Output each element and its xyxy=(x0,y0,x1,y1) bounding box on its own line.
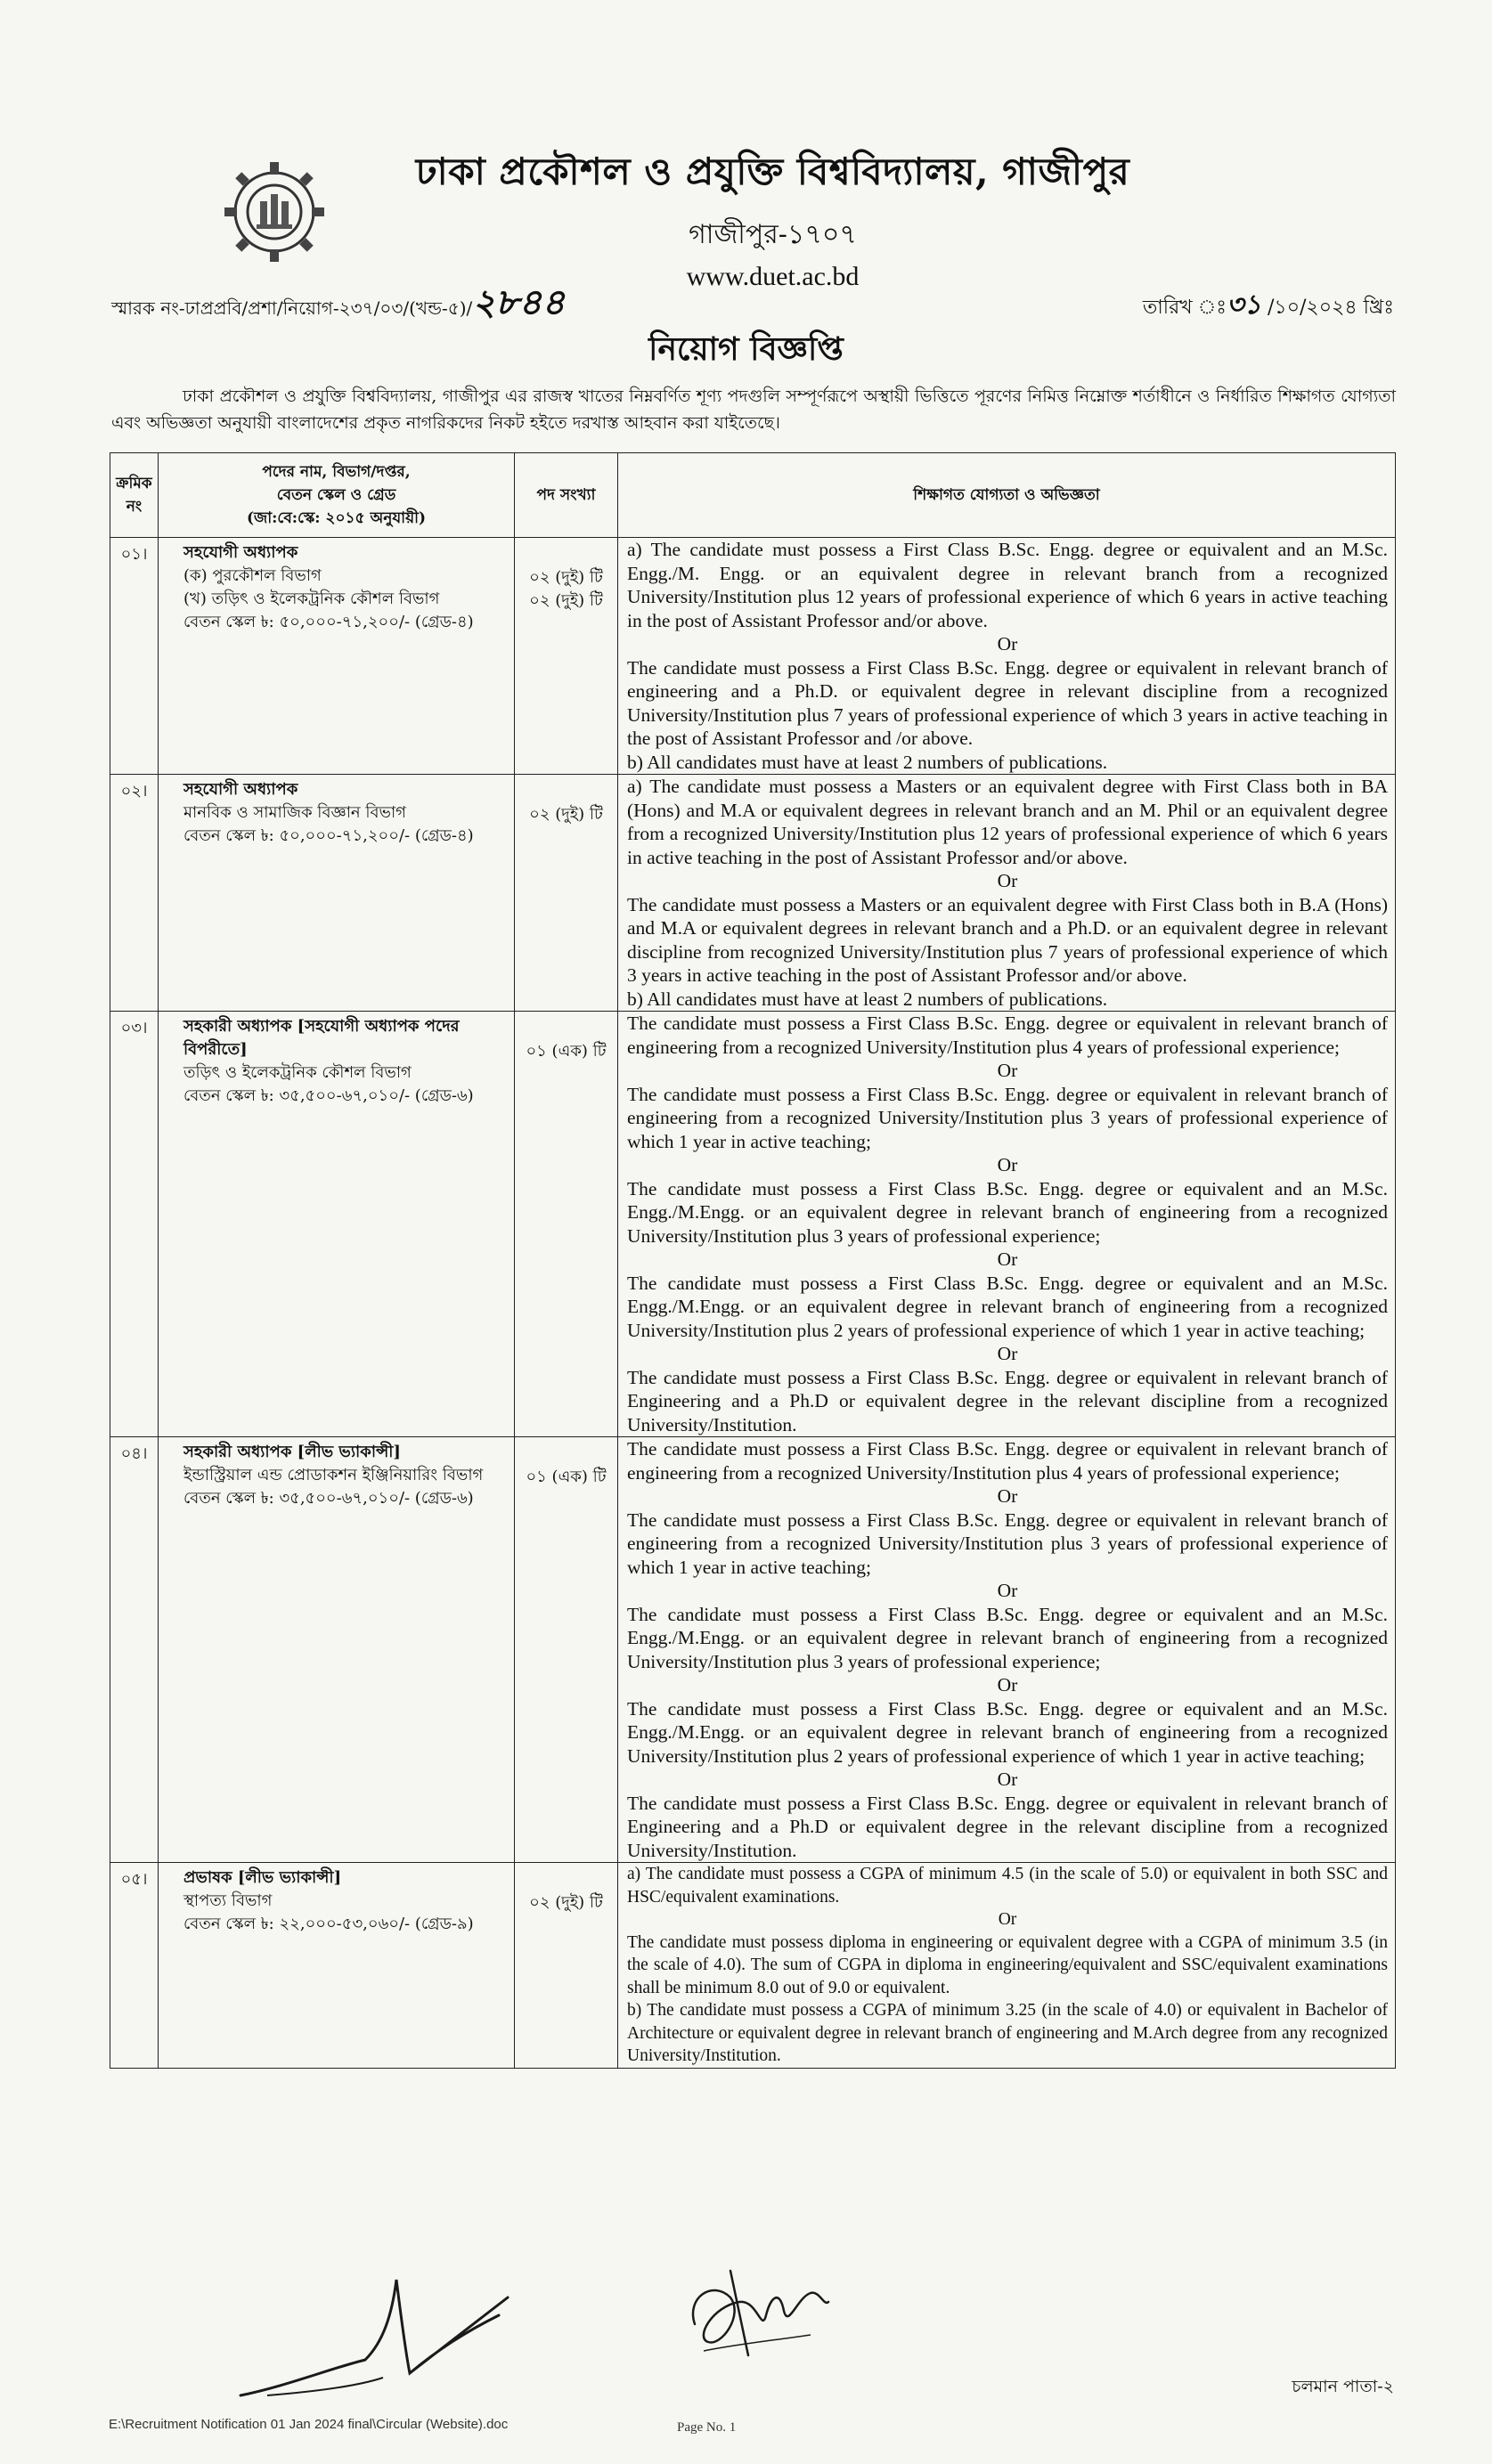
table-row xyxy=(110,538,1396,775)
row-post xyxy=(159,1437,515,1863)
qualification-or: Or xyxy=(998,1910,1017,1929)
table-row xyxy=(110,775,1396,1012)
header-post-line: (জা:বে:স্কে: ২০১৫ অনুযায়ী) xyxy=(246,509,427,527)
qualification-paragraph: The candidate must possess a First Class B.Sc. Engg. degree or equivalent in relevant branch of engineering from a recognized University/Institution plus 4 years of professional experience; xyxy=(627,1012,1388,1058)
post-title: সহকারী অধ্যাপক [সহযোগী অধ্যাপক পদের বিপরীতে] xyxy=(183,1017,460,1059)
university-name: ঢাকা প্রকৌশল ও প্রযুক্তি বিশ্ববিদ্যালয়, গাজীপুর xyxy=(415,150,1130,193)
vacancy-table xyxy=(110,452,1396,2069)
date-rest: /১০/২০২৪ খ্রিঃ xyxy=(1261,297,1394,319)
post-detail: ইন্ডাস্ট্রিয়াল এন্ড প্রোডাকশন ইঞ্জিনিয়ারিং বিভাগ xyxy=(183,1466,484,1484)
post-detail: বেতন স্কেল ৳: ৩৫,৫০০-৬৭,০১০/- (গ্রেড-৬) xyxy=(183,1086,474,1105)
row-post xyxy=(159,538,515,775)
qualification-paragraph: The candidate must possess a First Class B.Sc. Engg. degree or equivalent in relevant branch of engineering from a recognized University/Institution plus 3 years of professional experience of which 1 year in active teaching; xyxy=(627,1083,1388,1152)
table-row xyxy=(110,1863,1396,2069)
qualification-or: Or xyxy=(997,1674,1018,1696)
signature-right xyxy=(677,2262,855,2372)
qualification-paragraph: The candidate must possess a First Class B.Sc. Engg. degree or equivalent in relevant branch of Engineering and a Ph.D or equivalent degree in the relevant discipline from a recognized University/Institution. xyxy=(627,1792,1388,1861)
table-header-row xyxy=(110,453,1396,538)
row-post xyxy=(159,775,515,1012)
file-path: E:\Recruitment Notification 01 Jan 2024 final\Circular (Website).doc xyxy=(109,2417,509,2432)
row-qualification xyxy=(618,538,1396,775)
row-post-count xyxy=(515,1863,618,2069)
date-label: তারিখ ঃ xyxy=(1142,297,1227,319)
post-title: প্রভাষক [লীভ ভ্যাকান্সী] xyxy=(183,1868,342,1887)
qualification-paragraph: The candidate must possess a First Class B.Sc. Engg. degree or equivalent and an M.Sc. Engg./M.Engg. or an equivalent degree in relevant branch of engineering from a recognized University/Institution plus 3 years of professional experience; xyxy=(627,1603,1388,1672)
qualification-paragraph: The candidate must possess a First Class B.Sc. Engg. degree or equivalent in relevant branch of engineering from a recognized University/Institution plus 4 years of professional experience; xyxy=(627,1438,1388,1484)
issue-date xyxy=(1143,283,1394,329)
qualification-paragraph: The candidate must possess diploma in engineering or equivalent degree with a CGPA of minimum 3.5 (in the scale of 4.0). The sum of CGPA in diploma in engineering/equivalent and SSC/equivalent examinations shall be minimum 8.0 out of 9.0 or equivalent. xyxy=(627,1932,1388,1997)
post-count-line: ০১ (এক) টি xyxy=(526,1468,607,1486)
post-count-line: ০১ (এক) টি xyxy=(526,1042,607,1061)
qualification-paragraph: The candidate must possess a Masters or an equivalent degree with First Class both in B.A (Hons) and M.A or equivalent degrees in relevant branch and a Ph.D. or an equivalent degree in relevant discipline from recognized University/Institution plus 7 years of professional experience of which 3 years in active teaching in the post of Assistant Professor and/or above. xyxy=(627,893,1388,986)
qualification-or: Or xyxy=(997,1769,1018,1790)
post-count-line: ০২ (দুই) টি xyxy=(529,568,603,587)
row-serial: ০২। xyxy=(110,775,159,1012)
header-serial: ক্রমিক নং xyxy=(110,453,159,538)
post-title: সহকারী অধ্যাপক [লীভ ভ্যাকান্সী] xyxy=(183,1443,401,1461)
post-detail: (খ) তড়িৎ ও ইলেকট্রনিক কৌশল বিভাগ xyxy=(183,590,440,608)
post-detail: তড়িৎ ও ইলেকট্রনিক কৌশল বিভাগ xyxy=(183,1063,412,1082)
row-serial: ০৩। xyxy=(110,1012,159,1437)
memo-handwritten-number: ২৮৪৪ xyxy=(472,281,566,323)
notice-intro: ঢাকা প্রকৌশল ও প্রযুক্তি বিশ্ববিদ্যালয়, গাজীপুর এর রাজস্ব খাতের নিম্নবর্ণিত শূণ্য পদগুলি সম্পূর্ণরূপে অস্থায়ী ভিত্তিতে পূরণের নিমিত্ত নিম্নোক্ত শর্তাধীনে ও নির্ধারিত শিক্ষাগত যোগ্যতা এবং অভিজ্ঞতা অনুযায়ী বাংলাদেশের প্রকৃত নাগরিকদের নিকট হইতে দরখাস্ত আহবান করা যাইতেছে। xyxy=(111,386,1396,433)
row-post xyxy=(159,1012,515,1437)
header-post-line: বেতন স্কেল ও গ্রেড xyxy=(276,486,396,504)
post-detail: বেতন স্কেল ৳: ৫০,০০০-৭১,২০০/- (গ্রেড-৪) xyxy=(183,613,474,631)
row-serial: ০৫। xyxy=(110,1863,159,2069)
post-count-line: ০২ (দুই) টি xyxy=(529,1893,603,1912)
qualification-paragraph: a) The candidate must possess a CGPA of minimum 4.5 (in the scale of 5.0) or equivalent in both SSC and HSC/equivalent examinations. xyxy=(627,1865,1388,1907)
qualification-paragraph: b) The candidate must possess a CGPA of minimum 3.25 (in the scale of 4.0) or equivalent in Bachelor of Architecture or equivalent degree in relevant branch of engineering and M.Arch degree from any recognized University/Institution. xyxy=(627,2001,1388,2065)
post-title: সহযোগী অধ্যাপক xyxy=(183,543,298,562)
date-day: ৩১ xyxy=(1227,289,1262,321)
qualification-or: Or xyxy=(997,1060,1018,1081)
qualification-paragraph: b) All candidates must have at least 2 numbers of publications. xyxy=(627,988,1108,1010)
post-count-line: ০২ (দুই) টি xyxy=(529,591,603,610)
post-detail: (ক) পুরকৌশল বিভাগ xyxy=(183,566,322,585)
row-serial: ০৪। xyxy=(110,1437,159,1863)
post-detail: বেতন স্কেল ৳: ৩৫,৫০০-৬৭,০১০/- (গ্রেড-৬) xyxy=(183,1489,474,1508)
notice-title: নিয়োগ বিজ্ঞপ্তি xyxy=(648,330,844,368)
qualification-paragraph: a) The candidate must possess a Masters or an equivalent degree with First Class both in BA (Hons) and M.A or equivalent degrees in relevant branch and an M. Phil or an equivalent degree from a recognized University/Institution plus 12 years of professional experience of which 6 years in active teaching in the post of Assistant Professor and/or above. xyxy=(627,776,1388,868)
signature-left xyxy=(232,2262,517,2417)
page-number: Page No. 1 xyxy=(677,2420,737,2435)
header-post xyxy=(159,453,515,538)
letterhead xyxy=(0,142,1492,292)
row-post xyxy=(159,1863,515,2069)
qualification-paragraph: The candidate must possess a First Class B.Sc. Engg. degree or equivalent and an M.Sc. Engg./M.Engg. or an equivalent degree in relevant branch of engineering from a recognized University/Institution plus 2 years of professional experience of which 1 year in active teaching; xyxy=(627,1272,1388,1341)
post-detail: মানবিক ও সামাজিক বিজ্ঞান বিভাগ xyxy=(183,803,406,822)
row-post-count xyxy=(515,775,618,1012)
qualification-paragraph: The candidate must possess a First Class B.Sc. Engg. degree or equivalent and an M.Sc. Engg./M.Engg. or an equivalent degree in relevant branch of engineering from a recognized University/Institution plus 3 years of professional experience; xyxy=(627,1177,1388,1247)
university-address: গাজীপুর-১৭০৭ xyxy=(689,219,857,250)
row-qualification xyxy=(618,1437,1396,1863)
row-qualification xyxy=(618,1863,1396,2069)
row-serial: ০১। xyxy=(110,538,159,775)
qualification-or: Or xyxy=(997,1154,1018,1175)
university-website: www.duet.ac.bd xyxy=(686,262,860,291)
qualification-or: Or xyxy=(997,633,1018,655)
qualification-paragraph: a) The candidate must possess a First Class B.Sc. Engg. degree or equivalent and an M.Sc. Engg./M. Engg. or an equivalent degree in relevant branch from a recognized University/Institution plus 12 years of professional experience of which 6 years in active teaching in the post of Assistant Professor and/or above. xyxy=(627,539,1388,631)
header-post-line: পদের নাম, বিভাগ/দপ্তর, xyxy=(262,463,411,481)
row-qualification xyxy=(618,1012,1396,1437)
post-detail: বেতন স্কেল ৳: ৫০,০০০-৭১,২০০/- (গ্রেড-৪) xyxy=(183,826,474,845)
row-post-count xyxy=(515,1437,618,1863)
post-count-line: ০২ (দুই) টি xyxy=(529,805,603,824)
header-qualification: শিক্ষাগত যোগ্যতা ও অভিজ্ঞতা xyxy=(618,453,1396,538)
table-row xyxy=(110,1437,1396,1863)
post-detail: স্থাপত্য বিভাগ xyxy=(183,1891,273,1910)
qualification-paragraph: The candidate must possess a First Class B.Sc. Engg. degree or equivalent in relevant branch of engineering and a Ph.D. or equivalent degree in relevant discipline from a recognized University/Institution plus 7 years of professional experience of which 3 years in active teaching in the post of Assistant Professor and /or above. xyxy=(627,656,1388,749)
qualification-or: Or xyxy=(997,870,1018,891)
qualification-or: Or xyxy=(997,1580,1018,1601)
qualification-paragraph: b) All candidates must have at least 2 numbers of publications. xyxy=(627,751,1108,773)
header-count: পদ সংখ্যা xyxy=(515,453,618,538)
continued-page-note: চলমান পাতা-২ xyxy=(1292,2377,1394,2396)
post-title: সহযোগী অধ্যাপক xyxy=(183,780,298,799)
memo-prefix: স্মারক নং-ঢাপ্রপ্রবি/প্রশা/নিয়োগ-২৩৭/০৩/(খন্ড-৫)/ xyxy=(111,297,473,319)
row-post-count xyxy=(515,538,618,775)
row-post-count xyxy=(515,1012,618,1437)
qualification-paragraph: The candidate must possess a First Class B.Sc. Engg. degree or equivalent in relevant branch of engineering from a recognized University/Institution plus 3 years of professional experience of which 1 year in active teaching; xyxy=(627,1508,1388,1578)
row-qualification xyxy=(618,775,1396,1012)
qualification-or: Or xyxy=(997,1343,1018,1364)
table-row xyxy=(110,1012,1396,1437)
qualification-paragraph: The candidate must possess a First Class B.Sc. Engg. degree or equivalent in relevant branch of Engineering and a Ph.D or equivalent degree in the relevant discipline from a recognized University/Institution. xyxy=(627,1366,1388,1435)
post-detail: বেতন স্কেল ৳: ২২,০০০-৫৩,০৬০/- (গ্রেড-৯) xyxy=(183,1915,474,1933)
qualification-or: Or xyxy=(997,1248,1018,1270)
qualification-or: Or xyxy=(997,1485,1018,1507)
qualification-paragraph: The candidate must possess a First Class B.Sc. Engg. degree or equivalent and an M.Sc. Engg./M.Engg. or an equivalent degree in relevant branch of engineering from a recognized University/Institution plus 2 years of professional experience of which 1 year in active teaching; xyxy=(627,1697,1388,1767)
